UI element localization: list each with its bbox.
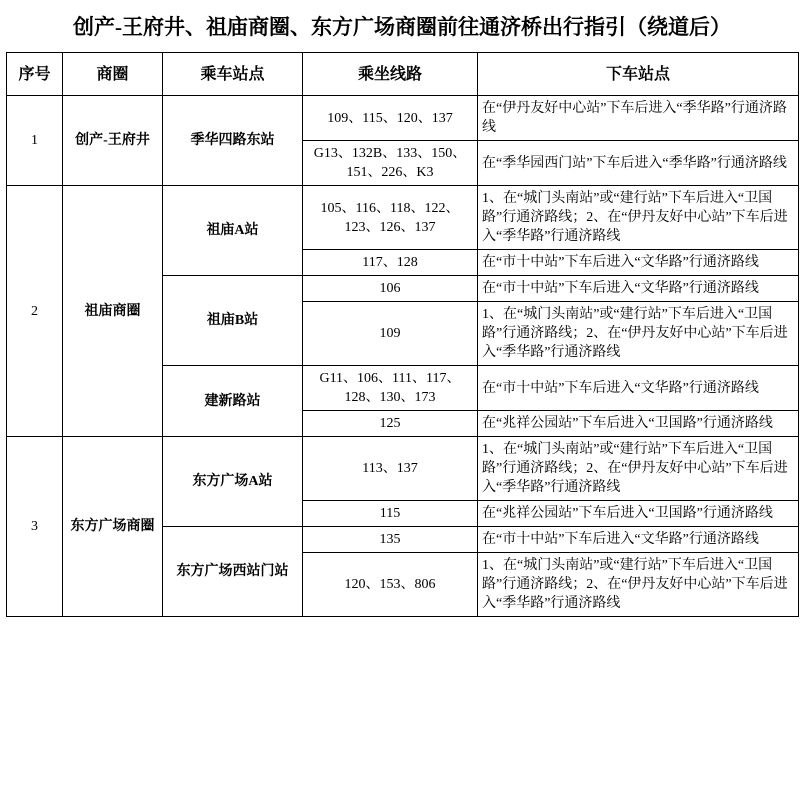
table-header — [7, 53, 799, 96]
cell-boarding-stop: 东方广场A站 — [163, 437, 303, 527]
cell-alight-instructions: 1、在“城门头南站”或“建行站”下车后进入“卫国路”行通济路线；2、在“伊丹友好中心站”下车后进入“季华路”行通济路线 — [478, 553, 799, 617]
column-header-area: 商圈 — [63, 53, 163, 96]
table-row — [7, 186, 799, 250]
cell-boarding-stop: 季华四路东站 — [163, 96, 303, 186]
page-title: 创产-王府井、祖庙商圈、东方广场商圈前往通济桥出行指引（绕道后） — [73, 15, 731, 39]
cell-alight-instructions: 1、在“城门头南站”或“建行站”下车后进入“卫国路”行通济路线；2、在“伊丹友好中心站”下车后进入“季华路”行通济路线 — [478, 186, 799, 250]
cell-bus-lines: 125 — [303, 411, 478, 437]
cell-area: 祖庙商圈 — [63, 186, 163, 437]
cell-alight-instructions: 在“市十中站”下车后进入“文华路”行通济路线 — [478, 276, 799, 302]
cell-alight-instructions: 在“市十中站”下车后进入“文华路”行通济路线 — [478, 250, 799, 276]
column-header-alight: 下车站点 — [478, 53, 799, 96]
column-header-index: 序号 — [7, 53, 63, 96]
cell-bus-lines: 109 — [303, 302, 478, 366]
cell-bus-lines: 120、153、806 — [303, 553, 478, 617]
cell-alight-instructions: 在“兆祥公园站”下车后进入“卫国路”行通济路线 — [478, 411, 799, 437]
cell-bus-lines: 113、137 — [303, 437, 478, 501]
cell-area: 东方广场商圈 — [63, 437, 163, 617]
table-row — [7, 96, 799, 141]
cell-boarding-stop: 东方广场西站门站 — [163, 527, 303, 617]
cell-bus-lines: G11、106、111、117、128、130、173 — [303, 366, 478, 411]
cell-alight-instructions: 在“市十中站”下车后进入“文华路”行通济路线 — [478, 366, 799, 411]
table-body — [7, 96, 799, 617]
cell-alight-instructions: 1、在“城门头南站”或“建行站”下车后进入“卫国路”行通济路线；2、在“伊丹友好中心站”下车后进入“季华路”行通济路线 — [478, 302, 799, 366]
cell-boarding-stop: 祖庙A站 — [163, 186, 303, 276]
cell-alight-instructions: 在“市十中站”下车后进入“文华路”行通济路线 — [478, 527, 799, 553]
cell-index: 2 — [7, 186, 63, 437]
column-header-stop: 乘车站点 — [163, 53, 303, 96]
cell-bus-lines: 109、115、120、137 — [303, 96, 478, 141]
cell-bus-lines: 117、128 — [303, 250, 478, 276]
cell-alight-instructions: 1、在“城门头南站”或“建行站”下车后进入“卫国路”行通济路线；2、在“伊丹友好中心站”下车后进入“季华路”行通济路线 — [478, 437, 799, 501]
cell-bus-lines: 115 — [303, 501, 478, 527]
table-header-row — [7, 53, 799, 96]
cell-bus-lines: 135 — [303, 527, 478, 553]
cell-area: 创产-王府井 — [63, 96, 163, 186]
column-header-lines: 乘坐线路 — [303, 53, 478, 96]
cell-index: 1 — [7, 96, 63, 186]
cell-boarding-stop: 建新路站 — [163, 366, 303, 437]
cell-bus-lines: 105、116、118、122、123、126、137 — [303, 186, 478, 250]
cell-alight-instructions: 在“季华园西门站”下车后进入“季华路”行通济路线 — [478, 141, 799, 186]
cell-alight-instructions: 在“兆祥公园站”下车后进入“卫国路”行通济路线 — [478, 501, 799, 527]
cell-boarding-stop: 祖庙B站 — [163, 276, 303, 366]
cell-alight-instructions: 在“伊丹友好中心站”下车后进入“季华路”行通济路线 — [478, 96, 799, 141]
travel-guide-table — [6, 52, 799, 617]
cell-index: 3 — [7, 437, 63, 617]
cell-bus-lines: G13、132B、133、150、151、226、K3 — [303, 141, 478, 186]
table-row — [7, 437, 799, 501]
cell-bus-lines: 106 — [303, 276, 478, 302]
